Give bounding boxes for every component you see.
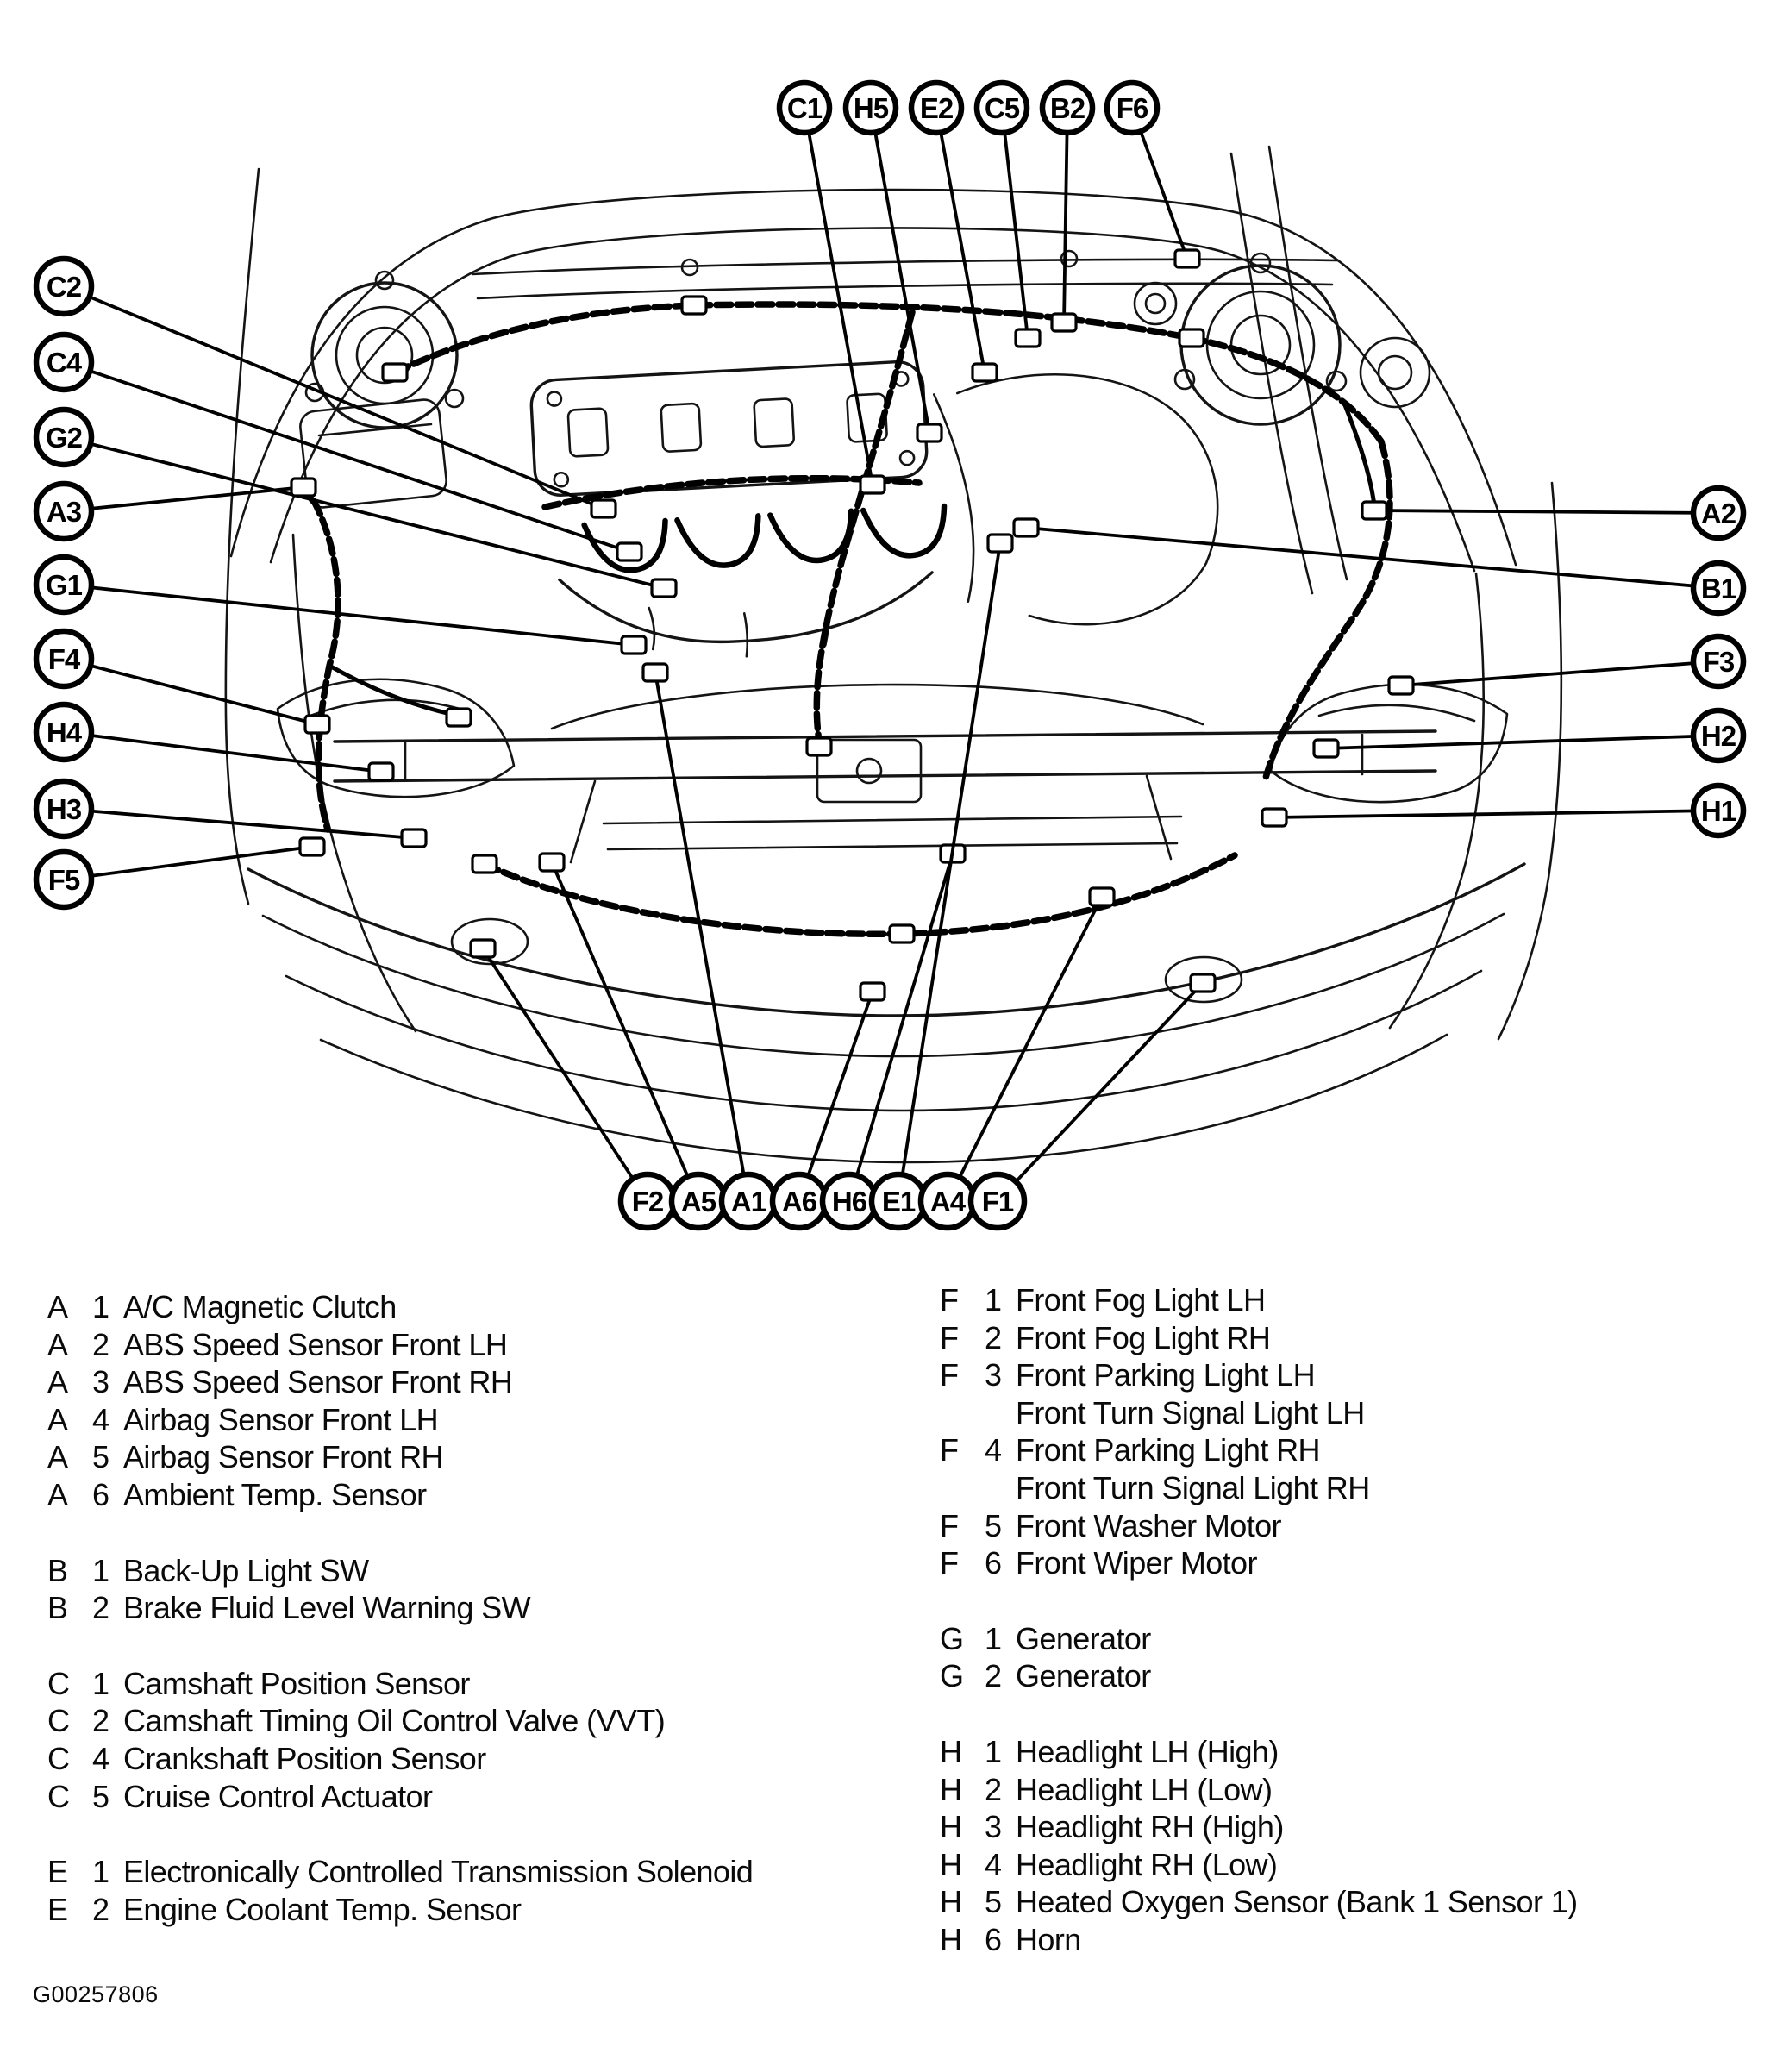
strut-bolt — [376, 272, 393, 289]
callout-H3-leader — [64, 809, 414, 838]
legend-group-G — [940, 1620, 1578, 1695]
legend-name — [1016, 1281, 1265, 1319]
legend-name-line: Front Fog Light LH — [1016, 1282, 1266, 1318]
legend-name — [123, 1740, 486, 1778]
hood-latch — [817, 740, 921, 802]
radiator-support — [335, 685, 1436, 862]
legend-number: 4 — [92, 1401, 109, 1437]
legend-name — [1016, 1921, 1081, 1959]
legend-name-line: Front Parking Light RH — [1016, 1432, 1320, 1468]
legend-entry-H5 — [940, 1883, 1578, 1921]
callout-label: E2 — [919, 92, 954, 124]
connector-clip — [305, 716, 329, 733]
legend-entry-E1 — [47, 1853, 753, 1891]
connector-clip — [860, 476, 885, 493]
legend-letter: C — [47, 1740, 70, 1776]
legend-letter: B — [47, 1552, 68, 1588]
legend-entry-F3 — [940, 1356, 1578, 1431]
connector-clip — [1052, 314, 1076, 331]
plug-wire-loop — [863, 506, 947, 558]
legend-number: 1 — [92, 1854, 109, 1890]
legend-entry-C5 — [47, 1778, 753, 1816]
callout-H2-leader — [1326, 736, 1718, 748]
legend-name-line: Generator — [1016, 1620, 1151, 1656]
cowl-grommet-inner — [1146, 294, 1165, 313]
legend-name-line: Front Turn Signal Light RH — [1016, 1469, 1370, 1505]
callout-label: A6 — [781, 1186, 817, 1218]
legend-letter: F — [940, 1545, 959, 1581]
legend-number: 6 — [92, 1476, 109, 1512]
legend-letter: A — [47, 1401, 68, 1437]
callout-E1 — [872, 535, 1012, 1228]
legend-entry-F6 — [940, 1544, 1578, 1582]
legend-number: 2 — [985, 1771, 1002, 1807]
legend-name — [123, 1401, 438, 1439]
legend-name — [123, 1891, 521, 1929]
connector-clip — [402, 829, 426, 847]
legend-name — [1016, 1319, 1270, 1357]
connector-clip — [1262, 809, 1286, 826]
callout-F2-leader — [483, 948, 648, 1201]
connector-clip — [617, 543, 641, 560]
callout-F3 — [1389, 636, 1743, 694]
legend-name-line: Front Wiper Motor — [1016, 1545, 1257, 1581]
legend-entry-H6 — [940, 1921, 1578, 1959]
connector-clip — [369, 763, 393, 780]
legend-name-line: Electronically Controlled Transmission Solenoid — [123, 1854, 754, 1890]
hood-latch-detail — [857, 759, 881, 783]
callout-label: C4 — [46, 347, 82, 379]
legend-letter: A — [47, 1364, 68, 1400]
callout-label: H5 — [853, 92, 889, 124]
connector-clip — [383, 364, 407, 381]
legend-group-B — [47, 1552, 753, 1627]
figure-code: G00257806 — [33, 1981, 159, 2007]
callout-A4-leader — [948, 897, 1102, 1201]
harness-front-lower — [485, 855, 1235, 934]
legend-letter: A — [47, 1476, 68, 1512]
callout-G2-leader — [64, 437, 664, 588]
legend-letter: G — [940, 1658, 964, 1694]
legend-entry-H4 — [940, 1846, 1578, 1884]
hood-opening-inner — [271, 228, 1474, 571]
legend-letter: H — [940, 1771, 962, 1807]
wiring-harness — [303, 297, 1390, 942]
callout-A3 — [36, 479, 316, 539]
callout-E1-leader — [898, 543, 1000, 1201]
legend-letter: B — [47, 1590, 68, 1626]
legend-letter: F — [940, 1282, 959, 1318]
radiator-core-lines — [604, 817, 1181, 849]
callout-label: F4 — [47, 643, 80, 675]
connector-clip — [591, 500, 616, 517]
harness-branch-headlight — [329, 666, 459, 716]
callout-label: H3 — [46, 793, 82, 825]
legend-entry-F5 — [940, 1507, 1578, 1545]
strut-bolt — [446, 390, 463, 407]
connector-clip — [447, 709, 471, 726]
legend-number: 2 — [92, 1590, 109, 1626]
legend-entry-G2 — [940, 1657, 1578, 1695]
connector-clip — [973, 364, 997, 381]
connector-clip — [540, 854, 564, 871]
legend-letter: E — [47, 1854, 68, 1890]
legend-name-line: Back-Up Light SW — [123, 1552, 369, 1588]
callout-label: C2 — [46, 271, 82, 303]
connector-clip — [682, 297, 706, 314]
cover-bolt — [554, 473, 568, 487]
legend-name — [1016, 1507, 1281, 1545]
callout-H1-leader — [1274, 811, 1718, 817]
legend-number: 6 — [985, 1921, 1002, 1957]
hood-opening-outer — [231, 190, 1516, 565]
legend-number: 5 — [92, 1439, 109, 1475]
connector-clip — [1362, 502, 1386, 519]
legend-letter: H — [940, 1733, 962, 1769]
legend-name — [123, 1363, 512, 1401]
legend-number: 5 — [985, 1507, 1002, 1543]
legend-number: 3 — [985, 1357, 1002, 1393]
headlight-lh-lens-line — [1319, 705, 1474, 721]
callout-label: G1 — [45, 569, 83, 601]
connector-clip — [890, 925, 914, 942]
legend-name-line: Headlight LH (High) — [1016, 1733, 1279, 1769]
legend-name-line: Brake Fluid Level Warning SW — [123, 1590, 531, 1626]
callout-label: C5 — [984, 92, 1020, 124]
callout-label: A1 — [730, 1186, 766, 1218]
legend-name — [123, 1438, 443, 1476]
callout-A5-leader — [552, 862, 698, 1201]
ignition-coil — [660, 404, 701, 452]
connector-clip — [1175, 250, 1199, 267]
legend-letter: G — [940, 1620, 964, 1656]
callout-label: H2 — [1700, 720, 1736, 752]
cover-bolt — [900, 451, 915, 466]
callout-F2 — [471, 940, 674, 1228]
legend-name — [123, 1326, 507, 1364]
engine — [530, 346, 1224, 667]
legend-number: 3 — [985, 1809, 1002, 1845]
connector-clip — [652, 579, 676, 597]
legend-entry-B2 — [47, 1589, 753, 1627]
legend-entry-C4 — [47, 1740, 753, 1778]
legend-name — [1016, 1544, 1257, 1582]
legend-name — [1016, 1620, 1151, 1658]
legend-entry-H1 — [940, 1733, 1578, 1771]
legend-entry-C1 — [47, 1665, 753, 1703]
connector-clip — [1314, 740, 1338, 757]
callout-label: B2 — [1049, 92, 1085, 124]
legend-name-line: Engine Coolant Temp. Sensor — [123, 1891, 522, 1927]
legend-name-line: Front Washer Motor — [1016, 1507, 1281, 1543]
left-strut-tower-mid — [336, 307, 433, 404]
cowl-line-upper — [472, 260, 1338, 274]
callout-H1 — [1262, 786, 1743, 836]
connector-clip — [917, 424, 942, 441]
callout-A3-leader — [64, 487, 303, 511]
callout-C5-leader — [1002, 108, 1028, 338]
legend-number: 6 — [985, 1545, 1002, 1581]
callout-label: F6 — [1116, 92, 1148, 124]
bumper-arc-1 — [248, 864, 1524, 1016]
connector-clip — [807, 738, 831, 755]
legend-letter: A — [47, 1326, 68, 1362]
legend-name — [1016, 1808, 1284, 1846]
legend-name-line: Front Parking Light LH — [1016, 1357, 1315, 1393]
legend-entry-F2 — [940, 1319, 1578, 1357]
legend-letter: E — [47, 1891, 68, 1927]
legend-name — [1016, 1846, 1277, 1884]
right-fender-outer — [1498, 483, 1561, 1039]
legend-entry-F1 — [940, 1281, 1578, 1319]
car-body — [226, 147, 1561, 1039]
legend-name-line: ABS Speed Sensor Front LH — [123, 1326, 508, 1362]
callout-label: H6 — [831, 1186, 867, 1218]
connector-clip — [472, 855, 497, 873]
connector-clip — [1389, 677, 1413, 694]
legend-name — [123, 1702, 665, 1740]
legend-letter: F — [940, 1507, 959, 1543]
callout-label: F3 — [1702, 646, 1735, 678]
legend-letter: F — [940, 1432, 959, 1468]
callout-G1-leader — [64, 585, 634, 645]
intake-runner-line — [649, 608, 655, 649]
front-bumper — [248, 864, 1524, 1162]
callout-label: B1 — [1700, 573, 1736, 604]
cowl-grommet-outer — [1135, 283, 1176, 324]
legend-name-line: Crankshaft Position Sensor — [123, 1740, 486, 1776]
connector-clip — [1179, 329, 1204, 347]
legend-name-line: Headlight RH (High) — [1016, 1809, 1284, 1845]
connector-clip — [300, 838, 324, 855]
legend-number: 5 — [985, 1884, 1002, 1920]
legend-name — [123, 1288, 397, 1326]
callout-B2-leader — [1064, 108, 1067, 322]
legend-number: 2 — [92, 1891, 109, 1927]
legend-number: 1 — [985, 1733, 1002, 1769]
cover-bolt — [547, 391, 562, 406]
callout-label: H1 — [1700, 795, 1736, 827]
callout-C2 — [36, 259, 616, 517]
callout-H4-leader — [64, 732, 381, 772]
legend-letter: A — [47, 1439, 68, 1475]
strut-bolt — [1175, 370, 1194, 389]
legend-entry-A5 — [47, 1438, 753, 1476]
legend-name-line: Camshaft Timing Oil Control Valve (VVT) — [123, 1703, 666, 1739]
brake-booster-inner — [1379, 356, 1411, 389]
legend-number: 4 — [985, 1846, 1002, 1882]
legend-letter: F — [940, 1357, 959, 1393]
callout-label: F1 — [981, 1186, 1014, 1218]
connector-clip — [860, 983, 885, 1000]
callout-A2-leader — [1374, 510, 1718, 513]
callout-A1-leader — [655, 673, 748, 1201]
callout-C5 — [977, 83, 1040, 347]
legend-name-line: Ambient Temp. Sensor — [123, 1476, 427, 1512]
legend-group-H — [940, 1733, 1578, 1959]
callout-A6-leader — [799, 992, 873, 1201]
legend-entry-F4 — [940, 1431, 1578, 1506]
legend-letter: H — [940, 1921, 962, 1957]
connector-clip — [1090, 888, 1114, 905]
legend-letter: H — [940, 1884, 962, 1920]
ignition-coil — [568, 408, 609, 456]
harness-center-drop — [816, 312, 912, 742]
legend-name — [1016, 1356, 1365, 1431]
legend-name-line: Airbag Sensor Front LH — [123, 1401, 438, 1437]
legend-number: 2 — [92, 1326, 109, 1362]
legend-entry-A1 — [47, 1288, 753, 1326]
legend-letter: H — [940, 1846, 962, 1882]
legend-number: 1 — [92, 1552, 109, 1588]
callout-B2 — [1042, 83, 1092, 331]
legend-name-line: Cruise Control Actuator — [123, 1778, 433, 1814]
legend-entry-E2 — [47, 1891, 753, 1929]
legend-name-line: ABS Speed Sensor Front RH — [123, 1364, 513, 1400]
legend-number: 1 — [985, 1620, 1002, 1656]
legend-entry-A3 — [47, 1363, 753, 1401]
ignition-coil — [754, 398, 794, 447]
callout-label: A4 — [929, 1186, 966, 1218]
callout-label: C1 — [786, 92, 823, 124]
transmission-outline — [956, 366, 1223, 630]
callout-label: E1 — [881, 1186, 916, 1218]
legend-left-column — [47, 1288, 753, 1966]
callout-label: G2 — [45, 422, 83, 454]
legend-name-line: Headlight LH (Low) — [1016, 1771, 1273, 1807]
connector-clip — [1014, 519, 1038, 536]
callout-label: F5 — [47, 864, 80, 896]
legend-name — [1016, 1657, 1151, 1695]
brake-booster-outer — [1361, 338, 1430, 407]
callout-H5-leader — [871, 108, 929, 433]
legend-entry-A4 — [47, 1401, 753, 1439]
legend-number: 2 — [985, 1319, 1002, 1355]
legend-entry-G1 — [940, 1620, 1578, 1658]
legend-name-line: Heated Oxygen Sensor (Bank 1 Sensor 1) — [1016, 1884, 1578, 1920]
harness-left-fender — [303, 483, 338, 829]
legend-group-C — [47, 1665, 753, 1815]
callout-label: A5 — [680, 1186, 716, 1218]
fan-shroud — [552, 685, 1203, 729]
callout-label: A3 — [46, 496, 82, 528]
callout-F1-leader — [998, 983, 1203, 1201]
callout-A4 — [921, 888, 1114, 1228]
legend-entry-C2 — [47, 1702, 753, 1740]
legend-number: 1 — [985, 1282, 1002, 1318]
connector-clip — [643, 664, 667, 681]
legend-group-F — [940, 1281, 1578, 1582]
callout-label: A2 — [1700, 498, 1736, 529]
callout-label: H4 — [46, 717, 82, 748]
legend-number: 4 — [92, 1740, 109, 1776]
legend-name-line: Front Turn Signal Light LH — [1016, 1394, 1365, 1430]
legend-number: 2 — [92, 1703, 109, 1739]
legend-name-line: Horn — [1016, 1921, 1081, 1957]
legend-letter: C — [47, 1778, 70, 1814]
legend-name-line: Headlight RH (Low) — [1016, 1846, 1278, 1882]
callout-H6-leader — [849, 854, 953, 1201]
legend-name — [123, 1589, 530, 1627]
legend-name — [123, 1476, 427, 1514]
legend-name-line: Front Fog Light RH — [1016, 1319, 1271, 1355]
callout-C2-leader — [64, 286, 604, 509]
legend-entry-A2 — [47, 1326, 753, 1364]
callout-E2-leader — [936, 108, 985, 372]
plug-wire-loop — [677, 516, 760, 567]
left-fender-outer — [226, 169, 259, 904]
callout-F4-leader — [64, 659, 317, 724]
legend-name — [123, 1552, 369, 1590]
connector-clip — [988, 535, 1012, 552]
right-strut-tower-outer — [1181, 266, 1340, 424]
connector-clip — [1191, 974, 1215, 992]
intake-runner-line — [744, 613, 748, 656]
legend-group-A — [47, 1288, 753, 1514]
legend-right-column — [940, 1281, 1578, 1997]
callout-H2 — [1314, 710, 1743, 761]
legend-name — [123, 1778, 432, 1816]
legend-name — [1016, 1733, 1279, 1771]
legend-name-line: Generator — [1016, 1658, 1151, 1694]
callout-F3-leader — [1401, 661, 1718, 685]
connector-clip — [622, 636, 646, 654]
legend-name-line: Camshaft Position Sensor — [123, 1665, 470, 1701]
callout-label: F2 — [631, 1186, 664, 1218]
connector-clip — [1016, 329, 1040, 347]
legend-entry-H3 — [940, 1808, 1578, 1846]
legend-letter: A — [47, 1289, 68, 1324]
legend-name — [1016, 1771, 1272, 1809]
legend-name-line: A/C Magnetic Clutch — [123, 1289, 397, 1324]
legend-letter: C — [47, 1703, 70, 1739]
callout-C1-leader — [804, 108, 873, 485]
legend-entry-B1 — [47, 1552, 753, 1590]
legend-number: 3 — [92, 1364, 109, 1400]
legend-number: 4 — [985, 1432, 1002, 1468]
connector-clip — [471, 940, 495, 957]
legend-letter: C — [47, 1665, 70, 1701]
legend-number: 1 — [92, 1289, 109, 1324]
connector-clip — [291, 479, 316, 496]
callout-A1 — [643, 664, 775, 1228]
callout-F5 — [36, 838, 324, 907]
legend-name — [123, 1665, 470, 1703]
legend-number: 2 — [985, 1658, 1002, 1694]
callout-F5-leader — [64, 847, 312, 880]
legend-group-E — [47, 1853, 753, 1928]
legend-name — [123, 1853, 753, 1891]
legend-entry-H2 — [940, 1771, 1578, 1809]
legend-letter: H — [940, 1809, 962, 1845]
legend-name — [1016, 1883, 1578, 1921]
legend-name — [1016, 1431, 1370, 1506]
legend-entry-A6 — [47, 1476, 753, 1514]
legend-name-line: Airbag Sensor Front RH — [123, 1439, 443, 1475]
support-brackets — [405, 735, 1362, 862]
legend-number: 5 — [92, 1778, 109, 1814]
legend-number: 1 — [92, 1665, 109, 1701]
legend-letter: F — [940, 1319, 959, 1355]
